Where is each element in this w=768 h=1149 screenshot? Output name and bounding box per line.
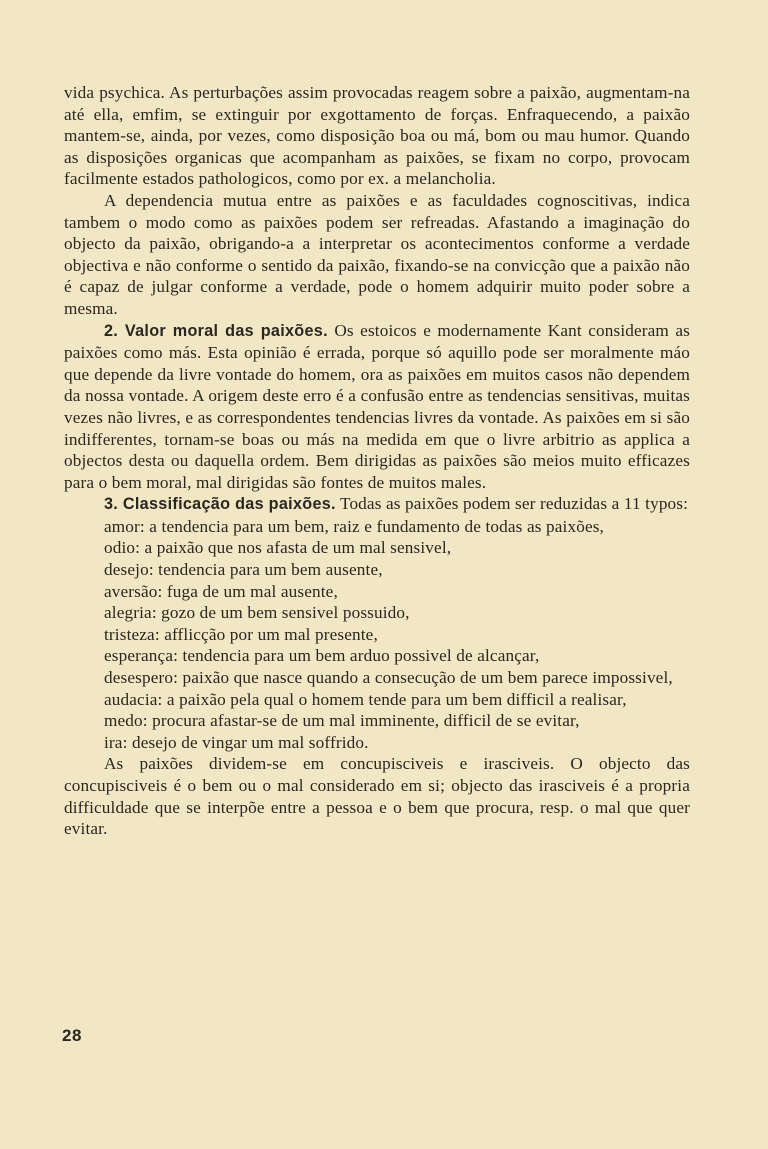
passion-definition: : a paixão pela qual o homem tende para um bem difficil a realisar, bbox=[157, 689, 627, 709]
passion-item bbox=[64, 710, 690, 732]
passion-term: alegria bbox=[104, 603, 152, 623]
passion-term: medo bbox=[104, 711, 143, 731]
passion-term: odio bbox=[104, 538, 136, 558]
paragraph-continuation: vida psychica. As perturbações assim provocadas reagem sobre a paixão, augmentam-na até ella, emfim, se extinguir por exgottamento de forças. Enfraquecendo, a paixão mantem-se, ainda, por vezes, como disposição boa ou má, bom ou mau humor. Quando as disposições organicas que acompanham as paixões, se fixam no corpo, provocam facilmente estados pathologicos, como por ex. a melancholia. bbox=[64, 83, 690, 189]
passion-definition: : a tendencia para um bem, raiz e fundamento de todas as paixões, bbox=[139, 516, 605, 536]
passion-item bbox=[64, 689, 690, 711]
passion-item bbox=[64, 667, 690, 689]
passion-item bbox=[64, 732, 690, 754]
paragraph-dependence: A dependencia mutua entre as paixões e as faculdades cognoscitivas, indica tambem o modo como as paixões podem ser refreadas. Afastando a imaginação do objecto da paixão, obrigando-a a interpretar os acontecimentos conforme a verdade objectiva e não conforme o sentido da paixão, fixando-se na convicção que a paixão não é capaz de julgar conforme a verdade, pode o homem adquirir muito poder sobre a mesma. bbox=[64, 190, 690, 318]
passion-definition: : tendencia para um bem ausente, bbox=[148, 560, 383, 580]
passion-definition: : paixão que nasce quando a consecução de um bem parece impossivel, bbox=[173, 668, 673, 688]
passion-term: tristeza bbox=[104, 624, 155, 644]
page-text bbox=[64, 82, 690, 840]
passion-item bbox=[64, 581, 690, 603]
paragraph-closing: As paixões dividem-se em concupisciveis e irasciveis. O objecto das concupisciveis é o bem ou o mal considerado em si; objecto das irasciveis é a propria difficuldade que se interpõe entre a pessoa e o bem que procura, resp. o mal que quer evitar. bbox=[64, 754, 690, 839]
passion-item bbox=[64, 602, 690, 624]
passion-term: esperança bbox=[104, 646, 174, 666]
section-text-moral-value: Os estoicos e modernamente Kant consideram as paixões como más. Esta opinião é errada, porque só aquillo pode ser moralmente máo que depende da livre vontade do homem, ora as paixões em muitos casos não dependem da nossa vontade. A origem deste erro é a confusão entre as tendencias sensitivas, muitas vezes não livres, e as correspondentes tendencias livres da vontade. As paixões em si são indifferentes, tornam-se boas ou más na medida em que o livre arbitrio as applica a objectos desta ou daquella ordem. Bem dirigidas as paixões são meios muito efficazes para o bem moral, mal dirigidas são fontes de muitos males. bbox=[64, 320, 690, 492]
section-moral-value bbox=[64, 320, 690, 494]
passion-definition: : desejo de vingar um mal soffrido. bbox=[122, 732, 369, 752]
passion-item bbox=[64, 516, 690, 538]
passion-term: desejo bbox=[104, 560, 149, 580]
passion-term: desespero bbox=[104, 668, 174, 688]
section-classification bbox=[64, 493, 690, 516]
passion-item bbox=[64, 559, 690, 581]
passion-definition: : afflicção por um mal presente, bbox=[154, 624, 378, 644]
passion-definition: : fuga de um mal ausente, bbox=[157, 581, 338, 601]
passion-definition: : tendencia para um bem arduo possivel de alcançar, bbox=[173, 646, 540, 666]
passion-term: audacia bbox=[104, 689, 158, 709]
passion-item bbox=[64, 537, 690, 559]
page-number: 28 bbox=[62, 1026, 82, 1045]
section-heading-moral-value: 2. Valor moral das paixões. bbox=[104, 321, 328, 340]
passions-list bbox=[64, 516, 690, 754]
passion-term: aversão bbox=[104, 581, 158, 601]
passion-item bbox=[64, 645, 690, 667]
section-heading-classification: 3. Classificação das paixões. bbox=[104, 495, 336, 514]
passion-definition: : gozo de um bem sensivel possuido, bbox=[151, 603, 410, 623]
passion-definition: : a paixão que nos afasta de um mal sensivel, bbox=[135, 538, 452, 558]
passion-term: ira bbox=[104, 732, 123, 752]
passion-term: amor bbox=[104, 516, 140, 536]
section-text-classification: Todas as paixões podem ser reduzidas a 11 typos: bbox=[335, 494, 689, 514]
passion-item bbox=[64, 624, 690, 646]
passion-definition: : procura afastar-se de um mal imminente, difficil de se evitar, bbox=[142, 711, 580, 731]
